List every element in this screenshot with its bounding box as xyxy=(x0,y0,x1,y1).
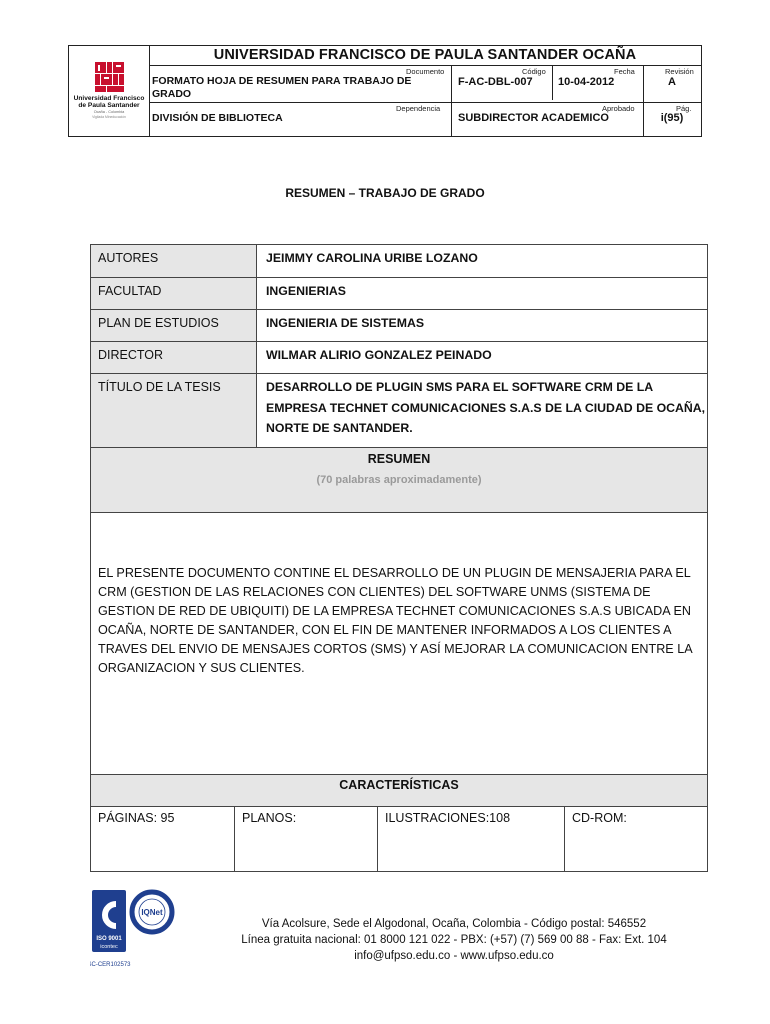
logo-text-line4: Vigilada Mineducación xyxy=(92,115,126,119)
iso-label: ISO 9001 xyxy=(96,936,122,942)
director-value: WILMAR ALIRIO GONZALEZ PEINADO xyxy=(266,348,492,362)
divider xyxy=(149,65,701,66)
resumen-body-cell xyxy=(91,513,707,775)
paginas-cell: PÁGINAS: 95 xyxy=(91,807,235,871)
row-director xyxy=(91,342,707,374)
autores-value: JEIMMY CAROLINA URIBE LOZANO xyxy=(266,251,478,265)
revision-label: Revisión xyxy=(665,67,694,76)
facultad-value: INGENIERIAS xyxy=(266,284,346,298)
footer-address: Vía Acolsure, Sede el Algodonal, Ocaña, Colombia - Código postal: 546552 xyxy=(261,918,647,930)
resumen-heading-cell xyxy=(91,448,707,513)
documento-value: FORMATO HOJA DE RESUMEN PARA TRABAJO DE GRADO xyxy=(152,75,412,100)
footer-phone: Línea gratuita nacional: 01 8000 121 022 - PBX: (+57) (7) 569 00 88 - Fax: Ext. 104 xyxy=(241,934,667,946)
cdrom-cell: CD-ROM: xyxy=(572,811,627,825)
university-logo xyxy=(69,46,149,137)
row-facultad xyxy=(91,278,707,310)
resumen-text: EL PRESENTE DOCUMENTO CONTINE EL DESARROLLO DE UN PLUGIN DE MENSAJERIA PARA EL CRM (GESTION DE LAS RELACIONES CON CLIENTES) DEL SOFTWARE UNMS (SISTEMA DE GESTION DE RED DE UBIQUITI) DE LA EMPRESA TECHNET COMUNICACIONES S.A.S UBICADA EN OCAÑA, NORTE DE SANTANDER, CON EL FIN DE MANTENER INFORMADOS A LOS CLIENTES A TRAVES DEL ENVIO DE MENSAJES CORTOS (SMS) Y ASÍ MEJORAR LA COMUNICACION ENTRE LA ORGANIZACION Y SUS CLIENTES. xyxy=(98,566,692,675)
documento-label: Documento xyxy=(406,67,445,76)
aprobado-value: SUBDIRECTOR ACADEMICO xyxy=(458,112,609,124)
ilustraciones-cell: ILUSTRACIONES:108 xyxy=(378,807,565,871)
codigo-label: Código xyxy=(522,67,546,76)
revision-value: A xyxy=(668,76,676,88)
planos-cell: PLANOS: xyxy=(235,807,378,871)
university-name: UNIVERSIDAD FRANCISCO DE PAULA SANTANDER OCAÑA xyxy=(213,47,637,63)
titulo-value: DESARROLLO DE PLUGIN SMS PARA EL SOFTWARE CRM DE LA EMPRESA TECHNET COMUNICACIONES S.A.S DE LA CIUDAD DE OCAÑA, NORTE DE SANTANDER. xyxy=(266,380,706,435)
fecha-label: Fecha xyxy=(614,67,635,76)
header-table xyxy=(68,45,702,137)
pag-label: Pág. xyxy=(676,104,692,113)
row-autores xyxy=(91,245,707,278)
divider xyxy=(552,65,553,100)
codigo-value: F-AC-DBL-007 xyxy=(458,76,533,88)
divider xyxy=(149,102,701,103)
cert-code: SC-CER102573 xyxy=(90,962,131,968)
iqnet-label: IQNet xyxy=(141,908,163,917)
caracteristicas-heading: CARACTERÍSTICAS xyxy=(339,778,459,792)
footer-contact xyxy=(234,916,674,964)
fecha-value: 10-04-2012 xyxy=(558,76,615,88)
resumen-heading: RESUMEN xyxy=(367,452,431,466)
summary-table xyxy=(90,244,708,872)
plan-label: PLAN DE ESTUDIOS xyxy=(91,310,257,341)
facultad-label: FACULTAD xyxy=(91,278,257,309)
director-label: DIRECTOR xyxy=(91,342,257,373)
footer-email-web: info@ufpso.edu.co - www.ufpso.edu.co xyxy=(354,950,554,962)
plan-value: INGENIERIA DE SISTEMAS xyxy=(266,316,425,330)
row-titulo xyxy=(91,374,707,448)
icontec-label: icontec xyxy=(100,944,118,950)
resumen-note: (70 palabras aproximadamente) xyxy=(316,474,482,486)
autores-label: AUTORES xyxy=(91,245,257,277)
certification-logos xyxy=(90,888,180,972)
caracteristicas-heading-cell xyxy=(91,775,707,807)
logo-text-line3: Ocaña - Colombia xyxy=(93,110,125,114)
dependencia-label: Dependencia xyxy=(396,104,441,113)
divider xyxy=(451,65,452,136)
titulo-label: TÍTULO DE LA TESIS xyxy=(91,374,257,447)
row-plan xyxy=(91,310,707,342)
logo-text-line1: Universidad Francisco xyxy=(73,95,145,102)
dependencia-value: DIVISIÓN DE BIBLIOTECA xyxy=(152,112,283,124)
section-title: RESUMEN – TRABAJO DE GRADO xyxy=(285,186,485,200)
pag-value: i(95) xyxy=(660,112,684,124)
aprobado-label: Aprobado xyxy=(602,104,635,113)
caracteristicas-row xyxy=(91,807,707,871)
logo-text-line2: de Paula Santander xyxy=(78,102,140,109)
